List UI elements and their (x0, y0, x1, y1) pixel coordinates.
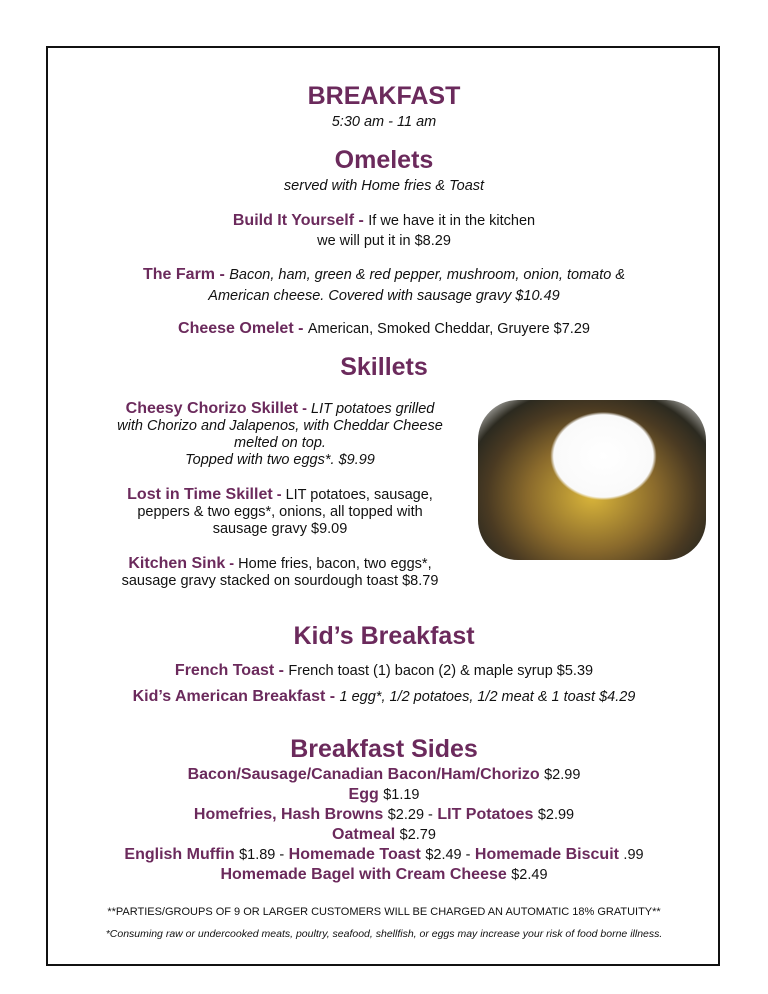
sep: - (325, 688, 340, 705)
item-desc: If we have it in the kitchen (368, 213, 536, 229)
item-desc: sausage gravy $9.09 (212, 521, 348, 537)
food-warning: *Consuming raw or undercooked meats, poultry, seafood, shellfish, or eggs may increase your risk of food borne illness. (105, 928, 663, 940)
side-price: $2.49 - (425, 847, 471, 863)
item-desc: we will put it in $8.29 (317, 233, 451, 249)
gratuity-note: **PARTIES/GROUPS OF 9 OR LARGER CUSTOMERS WILL BE CHARGED AN AUTOMATIC 18% GRATUITY** (107, 906, 661, 918)
side-price: $1.19 (383, 787, 420, 803)
sides-line (0, 806, 768, 824)
side-name: Homefries, Hash Browns (193, 806, 384, 823)
side-name: Oatmeal (332, 826, 396, 843)
sides-line (0, 866, 768, 884)
sep: - (225, 556, 239, 572)
side-price: $2.99 (544, 767, 581, 783)
menu-item (0, 688, 768, 706)
side-price: $1.89 - (239, 847, 285, 863)
skillets-heading: Skillets (340, 353, 428, 381)
menu-item (0, 266, 768, 284)
item-name: Kid’s American Breakfast (132, 688, 326, 705)
kids-heading: Kid’s Breakfast (293, 622, 475, 650)
menu-item (90, 555, 470, 590)
item-desc: sausage gravy stacked on sourdough toast $8.79 (121, 573, 439, 589)
item-name: French Toast (174, 662, 275, 679)
menu-title: BREAKFAST (307, 82, 461, 110)
item-desc: peppers & two eggs*, onions, all topped with (137, 504, 423, 520)
item-desc: 1 egg*, 1/2 potatoes, 1/2 meat & 1 toast $4.29 (339, 689, 636, 705)
menu-item (0, 212, 768, 230)
side-name: English Muffin (124, 846, 235, 863)
sides-line (0, 846, 768, 864)
item-desc: with Chorizo and Jalapenos, with Cheddar Cheese (117, 418, 443, 434)
item-name: Kitchen Sink (128, 555, 226, 572)
side-name: Homemade Biscuit (474, 846, 619, 863)
sides-line (0, 766, 768, 784)
item-desc: American, Smoked Cheddar, Gruyere $7.29 (307, 321, 590, 337)
item-desc: Topped with two eggs*. $9.99 (185, 452, 375, 468)
side-name: Egg (348, 786, 379, 803)
side-price: $2.99 (537, 807, 575, 823)
item-desc: Bacon, ham, green & red pepper, mushroom, onion, tomato & (229, 267, 625, 283)
side-name: Bacon/Sausage/Canadian Bacon/Ham/Chorizo (187, 766, 540, 783)
side-price: $2.29 - (387, 807, 433, 823)
item-desc: American cheese. Covered with sausage gravy $10.49 (208, 288, 560, 304)
side-price: .99 (623, 847, 644, 863)
menu-item (0, 320, 768, 338)
sides-heading: Breakfast Sides (290, 735, 478, 763)
item-desc: LIT potatoes grilled (311, 401, 435, 417)
menu-item (90, 400, 470, 469)
item-name: The Farm (143, 266, 216, 283)
item-desc: French toast (1) bacon (2) & maple syrup $5.39 (288, 663, 594, 679)
sep: - (354, 212, 369, 229)
sides-line (0, 786, 768, 804)
side-price: $2.79 (399, 827, 436, 843)
side-name: LIT Potatoes (437, 806, 534, 823)
hours: 5:30 am - 11 am (331, 114, 437, 130)
sep: - (293, 320, 308, 337)
menu-item (0, 662, 768, 680)
item-name: Cheesy Chorizo Skillet (125, 400, 299, 417)
item-name: Build It Yourself (232, 212, 355, 229)
menu-item (90, 486, 470, 538)
omelets-sub: served with Home fries & Toast (283, 178, 485, 194)
sides-line (0, 826, 768, 844)
item-name: Cheese Omelet (178, 320, 294, 337)
side-name: Homemade Bagel with Cream Cheese (220, 866, 507, 883)
side-price: $2.49 (511, 867, 548, 883)
item-name: Lost in Time Skillet (127, 486, 273, 503)
sep: - (274, 662, 289, 679)
item-desc: Home fries, bacon, two eggs*, (238, 556, 432, 572)
omelets-heading: Omelets (334, 146, 434, 174)
item-desc: melted on top. (234, 435, 326, 451)
sep: - (298, 401, 312, 417)
side-name: Homemade Toast (288, 846, 421, 863)
item-desc: LIT potatoes, sausage, (285, 487, 433, 503)
sep: - (272, 487, 286, 503)
sep: - (215, 266, 230, 283)
skillet-photo (478, 400, 706, 560)
